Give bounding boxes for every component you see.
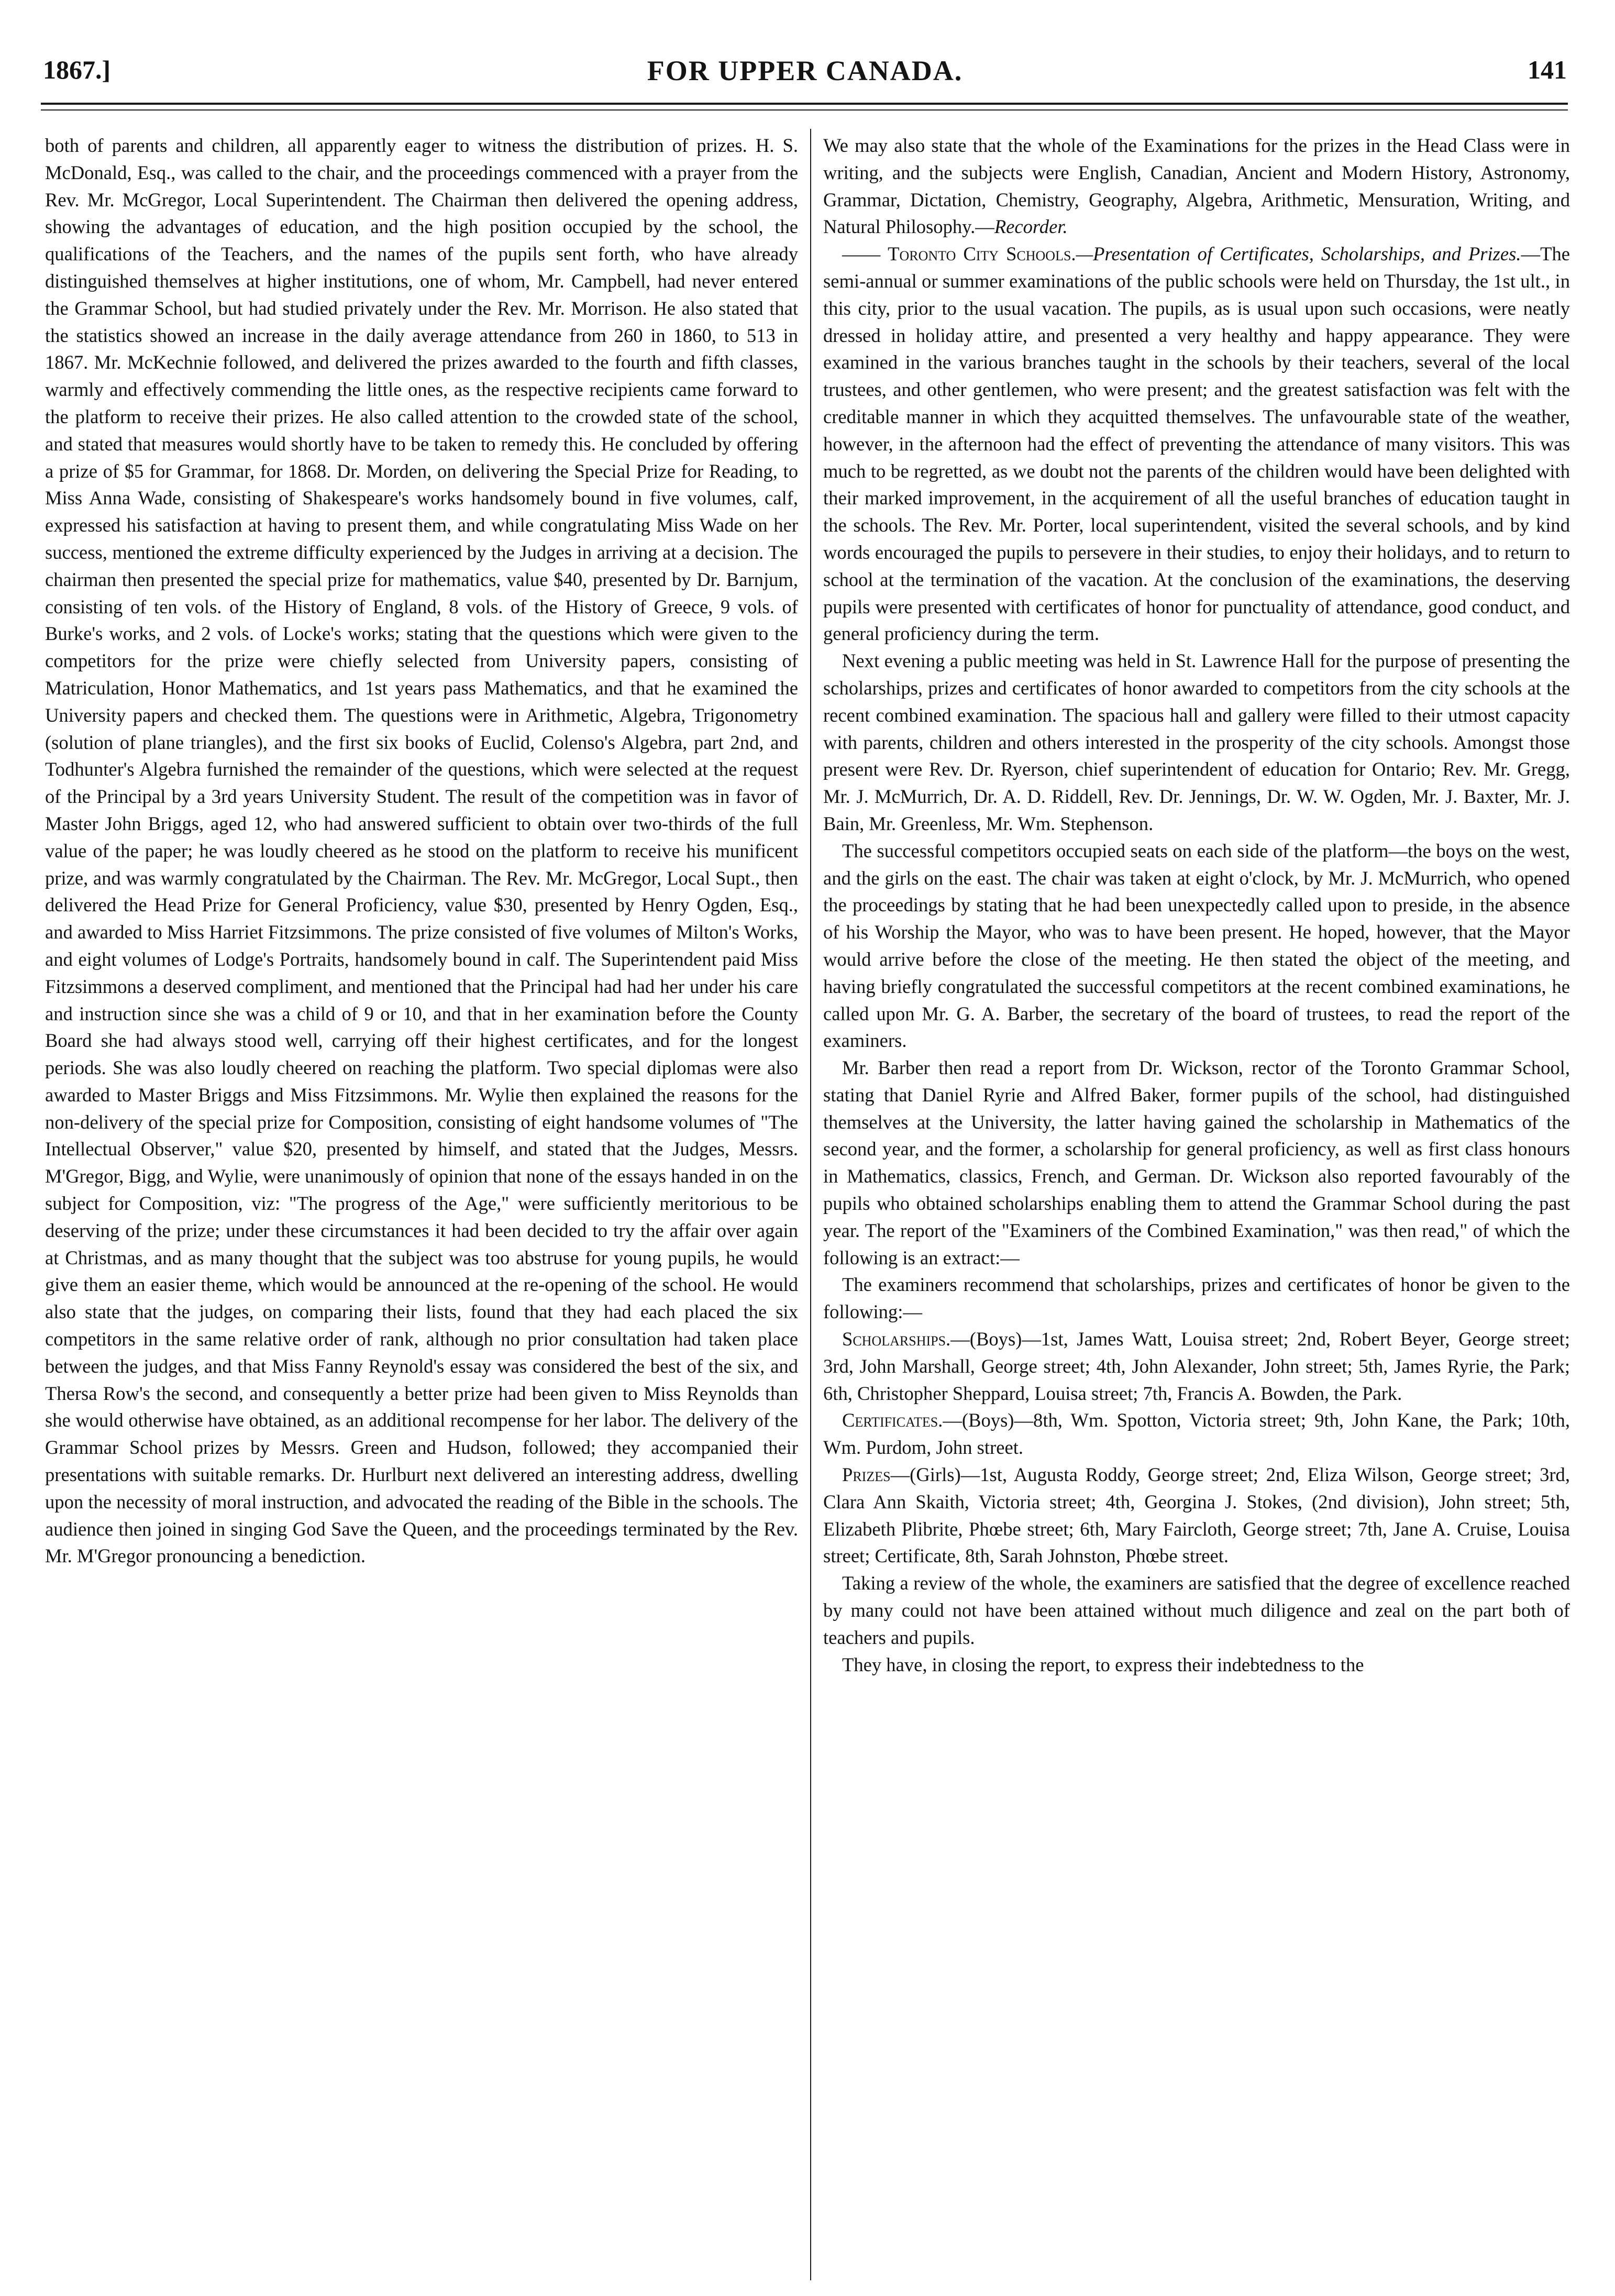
running-head: [43, 54, 1567, 91]
right-paragraph-5: Mr. Barber then read a report from Dr. Wickson, rector of the Toronto Grammar School, stating that Daniel Ryrie and Alfred Baker, former pupils of the school, had distinguished themselves at the University, the latter having gained the scholarship in Mathematics of the second year, and the former, a scholarship for general proficiency, as well as first class honours in Mathematics, classics, French, and German. Dr. Wickson also reported favourably of the pupils who obtained scholarships enabling them to attend the Grammar School during the past year. The report of the "Examiners of the Combined Examination," was then read," of which the following is an extract:—: [823, 1057, 1570, 1268]
right-paragraph-6: The examiners recommend that scholarships, prizes and certificates of honor be given to the following:—: [823, 1274, 1570, 1323]
certificates-label: Certificates.: [842, 1409, 943, 1431]
section-heading: Toronto City Schools.: [888, 243, 1076, 265]
scholarships-text: —(Boys)—1st, James Watt, Louisa street; 2nd, Robert Beyer, George street; 3rd, John Marshall, George street; 4th, John Alexander, John street; 5th, James Ryrie, the Park; 6th, Christopher Sheppard, Louisa street; 7th, Francis A. Bowden, the Park.: [823, 1328, 1570, 1404]
running-head-title: FOR UPPER CANADA.: [647, 55, 963, 86]
certificates-text: —(Boys)—8th, Wm. Spotton, Victoria street; 9th, John Kane, the Park; 10th, Wm. Purdom, John street.: [823, 1409, 1570, 1459]
left-paragraph-1: both of parents and children, all apparently eager to witness the distribution of prizes. H. S. McDonald, Esq., was called to the chair, and the proceedings commenced with a prayer from the Rev. Mr. McGregor, Local Superintendent. The Chairman then delivered the opening address, showing the advantages of education, and the high position occupied by the school, the qualifications of the Teachers, and the names of the pupils sent forth, who have already distinguished themselves at higher institutions, one of whom, Mr. Campbell, had never entered the Grammar School, but had studied privately under the Rev. Mr. Morrison. He also stated that the statistics showed an increase in the daily average attendance from 260 in 1860, to 513 in 1867. Mr. McKechnie followed, and delivered the prizes awarded to the fourth and fifth classes, warmly and effectively commending the little ones, as the respective recipients came forward to the platform to receive their prizes. He also called attention to the crowded state of the school, and stated that measures would shortly have to be taken to remedy this. He concluded by offering a prize of $5 for Grammar, for 1868. Dr. Morden, on delivering the Special Prize for Reading, to Miss Anna Wade, consisting of Shakespeare's works handsomely bound in five volumes, calf, expressed his satisfaction at having to present them, and while congratulating Miss Wade on her success, mentioned the extreme difficulty experienced by the Judges in arriving at a decision. The chairman then presented the special prize for mathematics, value $40, presented by Dr. Barnjum, consisting of ten vols. of the History of England, 8 vols. of the History of Greece, 9 vols. of Burke's works, and 2 vols. of Locke's works; stating that the questions which were given to the competitors for the prize were chiefly selected from University papers, consisting of Matriculation, Honor Mathematics, and 1st years pass Mathematics, and that he examined the University papers and checked them. The questions were in Arithmetic, Algebra, Trigonometry (solution of plane triangles), and the first six books of Euclid, Colenso's Algebra, part 2nd, and Todhunter's Algebra furnished the remainder of the questions, which were selected at the request of the Principal by a 3rd years University Student. The result of the competition was in favor of Master John Briggs, aged 12, who had answered sufficient to obtain over two-thirds of the full value of the paper; he was loudly cheered as he stood on the platform to receive his munificent prize, and was warmly congratulated by the Chairman. The Rev. Mr. McGregor, Local Supt., then delivered the Head Prize for General Proficiency, value $30, presented by Henry Ogden, Esq., and awarded to Miss Harriet Fitzsimmons. The prize consisted of five volumes of Milton's Works, and eight volumes of Lodge's Portraits, handsomely bound in calf. The Superintendent paid Miss Fitzsimmons a deserved compliment, and mentioned that the Principal had had her under his care and instruction since she was a child of 9 or 10, and that in her examination before the County Board she had always stood well, carrying off their highest certificates, and for the longest periods. She was also loudly cheered on reaching the platform. Two special diplomas were also awarded to Master Briggs and Miss Fitzsimmons. Mr. Wylie then explained the reasons for the non-delivery of the special prize for Composition, consisting of eight handsome volumes of "The Intellectual Observer," value $20, presented by himself, and stated that the Judges, Messrs. M'Gregor, Bigg, and Wylie, were unanimously of opinion that none of the essays handed in on the subject for Composition, viz: "The progress of the Age," were sufficiently meritorious to be deserving of the prize; under these circumstances it had been decided to try the affair over again at Christmas, and as many thought that the subject was too abstruse for young pupils, he would give them an easier theme, which would be announced at the re-opening of the school. He would also state that the judges, on comparing their lists, found that they had each placed the six competitors in the same relative order of rank, although no prior consultation had taken place between the judges, and that Miss Fanny Reynold's essay was considered the best of the six, and Thersa Row's the second, and consequently a better prize had been given to Miss Reynolds than she would otherwise have obtained, as an additional recompense for her labor. The delivery of the Grammar School prizes by Messrs. Green and Hudson, followed; they accompanied their presentations with suitable remarks. Dr. Hurlburt next delivered an interesting address, dwelling upon the necessity of moral instruction, and advocated the reading of the Bible in the schools. The audience then joined in singing God Save the Queen, and the proceedings terminated by the Rev. Mr. M'Gregor pronouncing a benediction.: [45, 135, 798, 1567]
section-subheading: —Presentation of Certificates, Scholarships, and Prizes.: [1076, 243, 1521, 265]
certificates-list: [823, 1407, 1570, 1461]
header-rule-thick: [41, 103, 1568, 105]
left-column: [45, 132, 798, 2279]
header-rule-thin: [41, 109, 1568, 111]
prizes-text: —(Girls)—1st, Augusta Roddy, George street; 2nd, Eliza Wilson, George street; 3rd, Clara Ann Skaith, Victoria street; 4th, Georgina J. Stokes, (2nd division), John street; 5th, Elizabeth Plibrite, Phœbe street; 6th, Mary Faircloth, George street; 7th, Jane A. Cruise, Louisa street; Certificate, 8th, Sarah Johnston, Phœbe street.: [823, 1464, 1570, 1567]
running-head-year: 1867.]: [43, 55, 111, 84]
source-credit: Recorder.: [994, 216, 1068, 238]
section-dash: ——: [842, 243, 888, 265]
right-paragraph-2: [823, 240, 1570, 647]
page-number: 141: [1528, 55, 1567, 84]
exam-subjects-text: We may also state that the whole of the Examinations for the prizes in the Head Class were in writing, and the subjects were English, Canadian, Ancient and Modern History, Astronomy, Grammar, Dictation, Chemistry, Geography, Algebra, Arithmetic, Mensuration, Writing, and Natural Philosophy.—: [823, 135, 1570, 238]
right-paragraph-1: [823, 132, 1570, 240]
scholarships-label: Scholarships.: [842, 1328, 951, 1350]
right-paragraph-4: The successful competitors occupied seats on each side of the platform—the boys on the west, and the girls on the east. The chair was taken at eight o'clock, by Mr. J. McMurrich, who opened the proceedings by stating that he had been unexpectedly called upon to preside, in the absence of his Worship the Mayor, who was to have been present. He hoped, however, that the Mayor would arrive before the close of the meeting. He then stated the object of the meeting, and having briefly congratulated the successful competitors at the recent combined examinations, he called upon Mr. G. A. Barber, the secretary of the board of trustees, to read the report of the examiners.: [823, 840, 1570, 1052]
section-body: —The semi-annual or summer examinations of the public schools were held on Thursday, the 1st ult., in this city, prior to the usual vacation. The pupils, as is usual upon such occasions, were neatly dressed in holiday attire, and presented a very healthy and happy appearance. They were examined in the various branches taught in the schools by their teachers, several of the local trustees, and other gentlemen, who were present; and the greatest satisfaction was felt with the creditable manner in which they acquitted themselves. The unfavourable state of the weather, however, in the afternoon had the effect of preventing the attendance of many visitors. This was much to be regretted, as we doubt not the parents of the children would have been delighted with their marked improvement, in the acquirement of all the useful branches of education taught in the schools. The Rev. Mr. Porter, local superintendent, visited the several schools, and by kind words encouraged the pupils to persevere in their studies, to enjoy their holidays, and to return to school at the termination of the vacation. At the conclusion of the examinations, the deserving pupils were presented with certificates of honor for punctuality of attendance, good conduct, and general proficiency during the term.: [823, 243, 1570, 645]
right-paragraph-11: They have, in closing the report, to express their indebtedness to the: [842, 1653, 1364, 1675]
right-paragraph-10: Taking a review of the whole, the examiners are satisfied that the degree of excellence reached by many could not have been attained without much diligence and zeal on the part both of teachers and pupils.: [823, 1572, 1570, 1648]
right-paragraph-3: Next evening a public meeting was held in St. Lawrence Hall for the purpose of presenting the scholarships, prizes and certificates of honor awarded to competitors from the city schools at the recent combined examination. The spacious hall and gallery were filled to their utmost capacity with parents, children and others interested in the prosperity of the city schools. Amongst those present were Rev. Dr. Ryerson, chief superintendent of education for Ontario; Rev. Mr. Gregg, Mr. J. McMurrich, Dr. A. D. Riddell, Rev. Dr. Jennings, Dr. W. W. Ogden, Mr. J. Baxter, Mr. J. Bain, Mr. Greenless, Mr. Wm. Stephenson.: [823, 650, 1570, 834]
prizes-label: Prizes: [842, 1464, 891, 1486]
column-divider: [810, 129, 811, 2280]
right-column: [823, 132, 1570, 2279]
prizes-list: [823, 1461, 1570, 1570]
scholarships-list: [823, 1326, 1570, 1407]
